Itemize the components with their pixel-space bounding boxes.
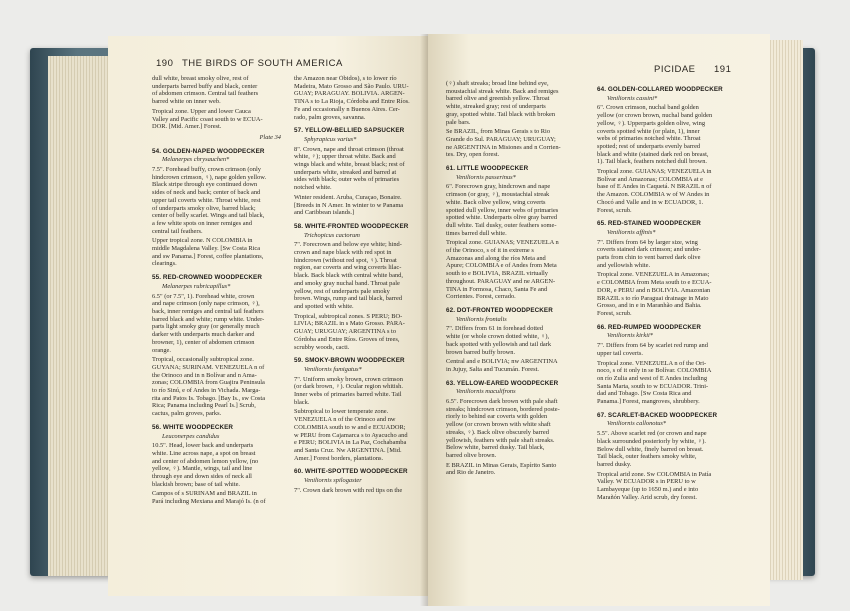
left-column-2 [294,75,426,590]
scientific-name: Trichopicus cactorum [304,231,360,239]
body-paragraph: E BRAZIL in Minas Gerais, Espírito Santo and Rio de Janeiro. [446,461,557,477]
body-paragraph: Upper tropical zone. N COLOMBIA in middle Magdalena Valley. [Sw Costa Rica and sw Panama.] Forest, coffee plantations, clearings. [152,237,264,268]
body-paragraph: Winter resident. Aruba, Curaçao, Bonaire. [Breeds in N Amer. In winter to w Panama and Caribbean islands.] [294,193,404,217]
body-paragraph: Tropical, subtropical zones. S PERU; BO- LIVIA; BRAZIL in s Mato Grosso. PARA- GUAY; URUGUAY; ARGENTINA s to Córdoba and Entre Ríos. Groves of trees, scrubby woods, cacti. [294,312,405,351]
species-heading: 59. SMOKY-BROWN WOODPECKER [294,357,405,365]
species-heading: 54. GOLDEN-NAPED WOODPECKER [152,147,265,155]
scientific-name: Melanerpes chrysauchen* [162,156,230,164]
body-paragraph: 6.5" (or 7.5", 1). Forehead white, crown and nape crimson (only nape crimson, ♀), back, inner remiges and central tail feathers barred black and white; rump white. Under- parts light smoky gray (or generally much darker with underparts much darker and browner, 1), center of abdomen crimson orange. [152,292,265,354]
scientific-name: Veniliornis frontalis [456,315,507,323]
body-paragraph: Tropical zone. VENEZUELA in Amazonas; e COLOMBIA from Meta south to e ECUA- DOR, e PERU and n BOLIVIA. Amazonian BRAZIL s to río Paraguai drainage in Mato Grosso, and in e in Maranhão and Bahia. Forest, scrub. [597,271,712,317]
body-paragraph: 6". Crown crimson, nuchal band golden yellow (or crown brown, nuchal band golden yellow, ♀). Upperparts golden olive, wing coverts spotted white (or plain, 1), inner webs of primaries notched white. Throat spotted; rest of underparts evenly barred black and white (stained dark red on breast, 1). Tail black, feathers notched dull brown. [597,104,713,166]
body-paragraph: Tropical zone. GUIANAS; VENEZUELA n of the Orinoco, s of it in extreme s Amazonas and along the ríos Meta and Apure; COLOMBIA e of Andes from Meta south to e BOLIVIA, BRAZIL virtually throughout. PARAGUAY and ne ARGEN- TINA in Formosa, Chaco, Santa Fe and Corrientes. Forest, cerrado. [446,239,559,301]
body-paragraph: 10.5". Head, lower back and underparts white. Line across nape, a spot on breast and center of abdomen lemon yellow, (no yellow, ♀). Mantle, wings, tail and line through eye and down sides of neck all blackish brown; base of tail white. [152,442,259,488]
species-heading: 65. RED-STAINED WOODPECKER [597,220,701,228]
species-heading: 63. YELLOW-EARED WOODPECKER [446,379,559,387]
species-heading: 62. DOT-FRONTED WOODPECKER [446,306,553,314]
body-paragraph: the Amazon near Óbidos), s to lower río Madeira, Mato Grosso and São Paulo. URU- GUAY; PARAGUAY. BOLIVIA. ARGEN- TINA s to La Rioja, Córdoba and Entre Ríos. Fe and occasionally n Buenos Aires. Cer- rado, palm groves, savanna. [294,75,410,121]
body-paragraph: 6.5". Forecrown dark brown with pale shaft streaks; hindcrown crimson, bordered poste- riorly to behind ear coverts with golden yellow (or crown brown with white shaft streaks, ♀). Back olive obscurely barred yellowish, feathers with pale shaft streaks. Below white, barred dusky. Tail black, barred olive brown. [446,398,560,459]
scientific-name: Veniliornis passerinus* [456,173,516,181]
scientific-name: Veniliornis cassini* [607,94,658,102]
body-paragraph: Tropical zone. GUIANAS; VENEZUELA in Bolívar and Amazonas; COLOMBIA at e base of E Andes in Caquetá. N BRAZIL n of the Amazon. COLOMBIA w of W Andes in Chocó and Valle and in w ECUADOR, 1. Forest, scrub. [597,168,712,214]
body-paragraph: Tropical zone. VENEZUELA n of the Ori- noco, s of it only in se Bolívar. COLOMBIA on río Zulia and west of E Andes including Santa Marta, south to w ECUADOR. Trini- dad and Tobago. [Sw Costa Rica and Panama.] Forest, mangroves, shrubbery. [597,359,712,406]
right-running-title: PICIDAE [654,64,696,75]
body-paragraph: 7". Differs from 64 by scarlet red rump and upper tail coverts. [597,342,708,357]
left-column-1 [152,75,285,590]
body-paragraph: 7.5". Forehead buffy, crown crimson (only hindcrown crimson, ♀), nape golden yellow. Black stripe through eye continued down sides of neck and back; center of back and upper tail coverts white. Throat white, rest of underparts smoky olive, barred black; center of belly scarlet. Wings and tail black, a few white spots on inner remiges and central tail feathers. [152,166,267,235]
species-heading: 61. LITTLE WOODPECKER [446,165,529,173]
right-page [428,34,770,606]
scientific-name: Veniliornis kirkii* [607,332,653,340]
body-paragraph: 7". Forecrown and below eye white; hind- crown and nape black with red spot in hindcrown (without red spot, ♀). Throat region, ear coverts and wing coverts lilac- black. Back black with central white band, and smoky gray nuchal band. Throat pale yellow, rest of underparts pale smoky brown. Wings, rump and tail black, barred and spotted with white. [294,241,403,310]
right-column-1 [446,80,588,600]
body-paragraph: Se BRAZIL, from Minas Gerais s to Rio Grande do Sul. PARAGUAY; URUGUAY; ne ARGENTINA in Misiones and n Corrien- tes. Dry, open forest. [446,128,561,159]
species-heading: 67. SCARLET-BACKED WOODPECKER [597,411,718,419]
body-paragraph: Tropical zone. Upper and lower Cauca Valley and Pacific coast south to w ECUA- DOR. [Mid. Amer.] Forest. [152,107,263,131]
species-heading: 58. WHITE-FRONTED WOODPECKER [294,222,409,230]
body-paragraph: 5.5". Above scarlet red (or crown and nape black surrounded posteriorly by white, ♀). Below dull white, finely barred on breast. Tail black, outer feathers smoky white, barred dusky. [597,430,707,468]
species-heading: 55. RED-CROWNED WOODPECKER [152,274,263,282]
scientific-name: Veniliornis maculifrons [456,388,516,396]
left-page [108,36,430,596]
scientific-name: Veniliornis affinis* [607,228,656,236]
body-paragraph: dull white, breast smoky olive, rest of underparts barred buffy and black, center of abdomen crimson. Central tail feathers barred white on inner web. [152,75,259,106]
body-paragraph: 7". Differs from 61 in forehead dotted white (or whole crown dotted white, ♀), back spotted with yellowish and tail dark brown barred buffy brown. [446,325,552,356]
body-paragraph: Subtropical to lower temperate zone. VENEZUELA n of the Orinoco and nw COLOMBIA south to w and e ECUADOR; w PERU from Cajamarca s to Ayacucho and e PERU; BOLIVIA in La Paz, Cochabamba and Santa Cruz. Nw ARGENTINA. [Mid. Amer.] Forest borders, plantations. [294,408,408,462]
species-heading: 57. YELLOW-BELLIED SAPSUCKER [294,127,405,135]
left-page-number: 190 [156,58,174,69]
body-paragraph: (♀) shaft streaks; broad line behind eye, moustachial streak white. Back and remiges barred olive and greenish yellow. Throat white, streaked gray; rest of underparts gray, spotted white. Tail black with broken pale bars. [446,80,559,126]
body-paragraph: 7". Crown dark brown with red tips on the [294,486,403,494]
species-heading: 60. WHITE-SPOTTED WOODPECKER [294,468,408,476]
scientific-name: Sphyrapicus varius* [304,135,357,143]
scientific-name: Melanerpes rubricapillus* [162,282,231,290]
body-paragraph: Central and e BOLIVIA; nw ARGENTINA in Jujuy, Salta and Tucumán. Forest. [446,358,558,373]
body-paragraph: Campos of s SURINAM and BRAZIL in Pará including Mexiana and Marajó Is. (n of [152,490,266,506]
body-paragraph: Tropical arid zone. Sw COLOMBIA in Patía Valley. W ECUADOR s in PERU to w Lambayeque (up to 1650 m.) and e into Marañón Valley. Arid scrub, dry forest. [597,470,712,501]
scientific-name: Veniliornis fumigatus* [304,365,362,373]
page-edges-right [765,40,803,580]
left-running-title: THE BIRDS OF SOUTH AMERICA [182,58,343,69]
scientific-name: Veniliornis callonotus* [607,420,667,428]
species-heading: 66. RED-RUMPED WOODPECKER [597,323,701,331]
body-paragraph: Tropical, occasionally subtropical zone. GUYANA; SURINAM. VENEZUELA n of the Orinoco and in n Bolívar and n Ama- zonas; COLOMBIA from Guajira Peninsula to río Sinú, e of Andes in Vichada. Marga- rita and Patos Is. Tobago. [Bay Is., sw Costa Rica; Panama including Pearl Is.] Scrub, cactus, palm groves, parks. [152,356,266,418]
species-heading: 56. WHITE WOODPECKER [152,423,234,431]
species-heading: 64. GOLDEN-COLLARED WOODPECKER [597,86,723,93]
scientific-name: Leuconerpes candidus [162,432,220,440]
plate-reference: Plate 34 [259,133,281,141]
body-paragraph: 6". Forecrown gray, hindcrown and nape crimson (or gray, ♀), moustachial streak white. Back olive yellow, wing coverts spotted dull yellow, inner webs of primaries spotted white. Underparts olive gray barred dull white. Tail dusky, outer feathers some- times barred dull white. [446,183,559,237]
body-paragraph: 7". Uniform smoky brown, crown crimson (or dark brown, ♀). Ocular region whitish. Inner webs of primaries barred white. Tail black. [294,375,403,406]
right-column-2 [597,80,747,600]
body-paragraph: 7". Differs from 64 by larger size, wing coverts stained dark crimson; and under- parts from chin to vent barred dark olive and yellowish white. [597,238,702,269]
scientific-name: Veniliornis spilogaster [304,477,362,485]
right-page-number: 191 [714,64,732,75]
body-paragraph: 8". Crown, nape and throat crimson (throat white, ♀); upper throat white. Back and wings black and white, breast black; rest of underparts white, streaked and barred at sides with black; outer webs of primaries notched white. [294,145,405,192]
